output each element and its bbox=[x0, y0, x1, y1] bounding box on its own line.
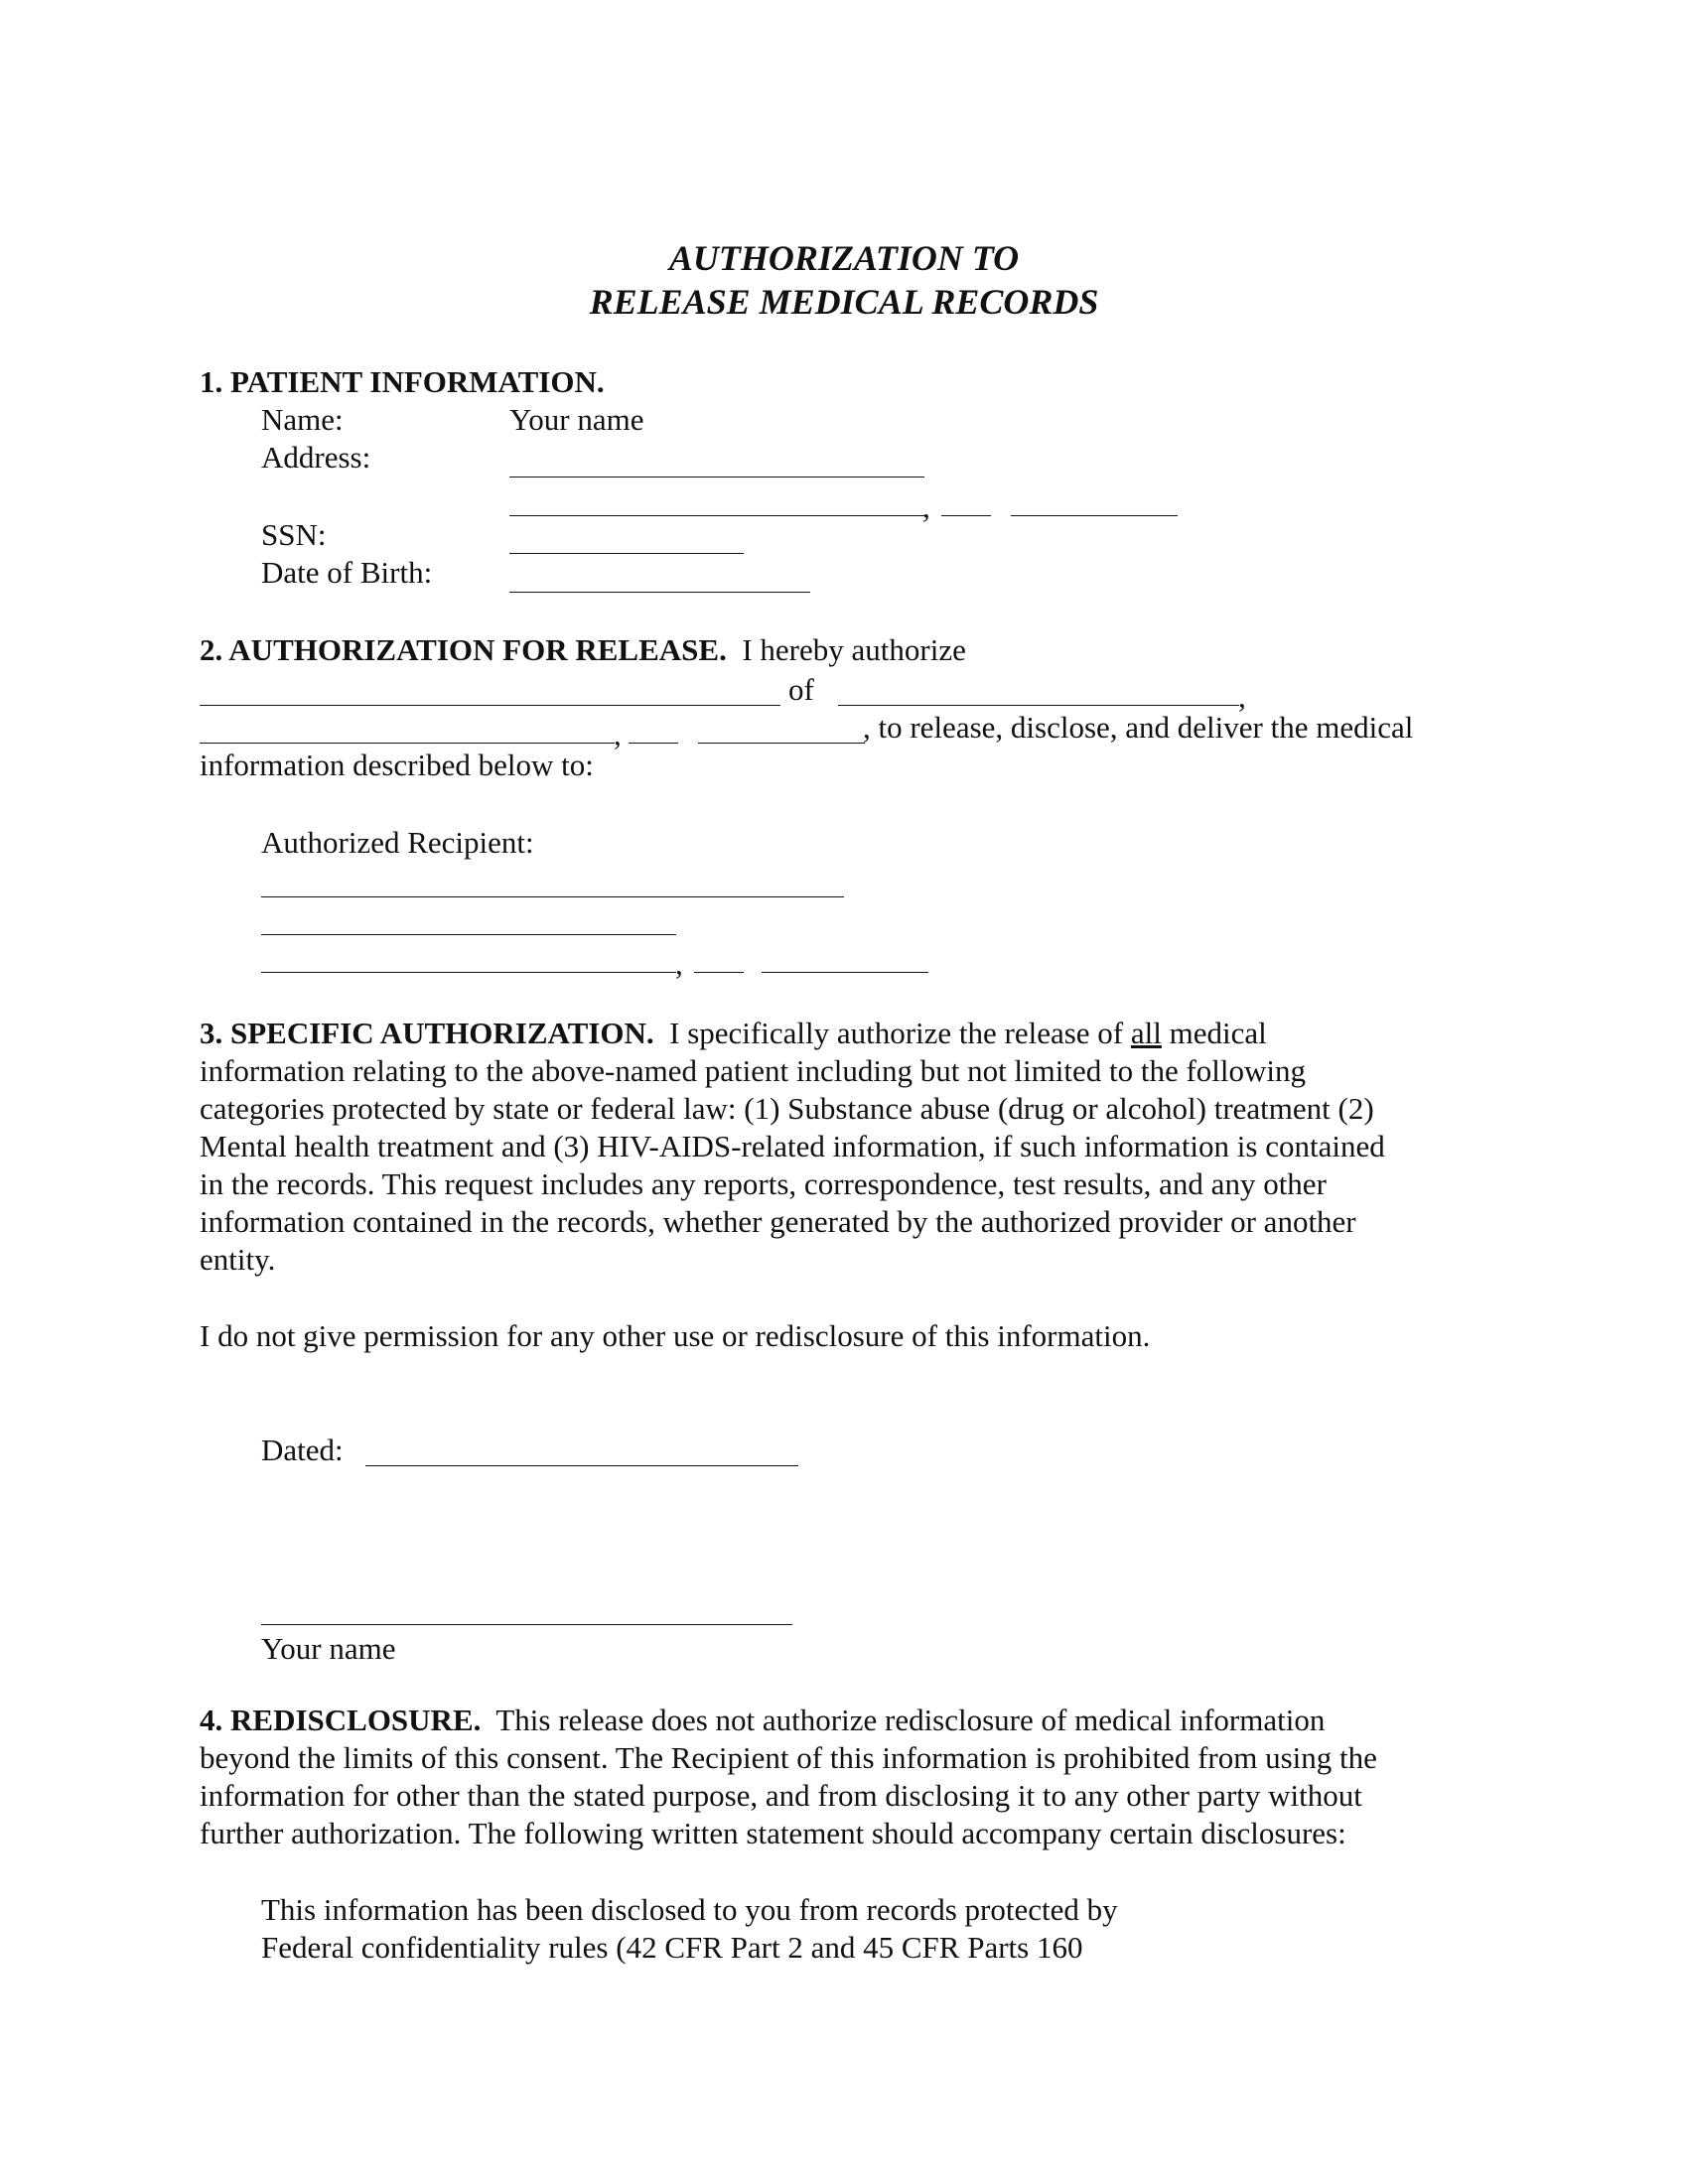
address-line1-blank[interactable] bbox=[509, 477, 924, 478]
information-described-text: information described below to: bbox=[200, 748, 594, 782]
quote-line: This information has been disclosed to you from records protected by bbox=[261, 1892, 1118, 1927]
address-state-blank[interactable] bbox=[941, 515, 991, 516]
quote-line: Federal confidentiality rules (42 CFR Part 2 and 45 CFR Parts 160 bbox=[261, 1930, 1083, 1965]
signature-line[interactable] bbox=[261, 1624, 792, 1625]
address-comma: , bbox=[922, 489, 930, 524]
section3-line: information relating to the above-named patient including but not limited to the following bbox=[200, 1053, 1307, 1088]
address-city-blank[interactable] bbox=[509, 515, 924, 516]
section2-heading-row bbox=[200, 631, 966, 669]
dob-blank[interactable] bbox=[509, 592, 810, 593]
address-zip-blank[interactable] bbox=[1011, 515, 1178, 516]
date-blank[interactable] bbox=[365, 1465, 798, 1466]
section4-line: further authorization. The following written statement should accompany certain disclosures: bbox=[200, 1816, 1346, 1850]
section3-line: Mental health treatment and (3) HIV-AIDS-related information, if such information is contained bbox=[200, 1129, 1385, 1163]
authorized-recipient-label: Authorized Recipient: bbox=[261, 825, 534, 860]
section3-line: information contained in the records, whether generated by the authorized provider or another bbox=[200, 1204, 1356, 1239]
section3-heading: 3. SPECIFIC AUTHORIZATION. bbox=[200, 1016, 654, 1050]
section3-text-before-all: I specifically authorize the release of bbox=[669, 1016, 1124, 1050]
name-value[interactable]: Your name bbox=[509, 402, 644, 437]
no-permission-text: I do not give permission for any other use or redisclosure of this information. bbox=[200, 1318, 1151, 1353]
dob-label: Date of Birth: bbox=[261, 555, 433, 590]
section3-first-line bbox=[200, 1015, 1267, 1052]
release-text: , to release, disclose, and deliver the medical bbox=[863, 710, 1414, 745]
provider-state-blank[interactable] bbox=[629, 743, 678, 744]
section3-line: categories protected by state or federal law: (1) Substance abuse (drug or alcohol) treatment (2) bbox=[200, 1091, 1374, 1126]
section1-heading: 1. PATIENT INFORMATION. bbox=[200, 364, 605, 399]
section4-first-line bbox=[200, 1702, 1325, 1739]
section4-first-line-text: This release does not authorize redisclosure of medical information bbox=[495, 1703, 1326, 1737]
name-label: Name: bbox=[261, 402, 344, 437]
document-title-line1: AUTHORIZATION TO bbox=[668, 238, 1020, 278]
recipient-name-blank[interactable] bbox=[261, 896, 844, 897]
recipient-comma: , bbox=[675, 946, 683, 981]
provider-zip-blank[interactable] bbox=[698, 743, 865, 744]
recipient-zip-blank[interactable] bbox=[762, 972, 928, 973]
section2-intro: I hereby authorize bbox=[742, 632, 966, 667]
ssn-blank[interactable] bbox=[509, 553, 744, 554]
address-label: Address: bbox=[261, 440, 371, 475]
recipient-city-blank[interactable] bbox=[261, 972, 676, 973]
provider-city-comma: , bbox=[614, 717, 622, 751]
section3-line: entity. bbox=[200, 1242, 276, 1277]
ssn-label: SSN: bbox=[261, 517, 327, 552]
of-word: of bbox=[788, 672, 814, 707]
provider-comma: , bbox=[1238, 679, 1246, 714]
authorized-provider-blank[interactable] bbox=[200, 705, 780, 706]
section3-line: in the records. This request includes any reports, correspondence, test results, and any other bbox=[200, 1166, 1327, 1201]
dated-label: Dated: bbox=[261, 1433, 344, 1467]
section2-heading: 2. AUTHORIZATION FOR RELEASE. bbox=[200, 632, 727, 667]
section3-line1-end: medical bbox=[1169, 1016, 1267, 1050]
document-title-line2: RELEASE MEDICAL RECORDS bbox=[589, 282, 1099, 322]
section4-line: information for other than the stated purpose, and from disclosing it to any other party without bbox=[200, 1778, 1362, 1813]
recipient-state-blank[interactable] bbox=[694, 972, 744, 973]
signer-name: Your name bbox=[261, 1631, 396, 1666]
section4-line: beyond the limits of this consent. The Recipient of this information is prohibited from using the bbox=[200, 1740, 1377, 1775]
all-underlined: all bbox=[1130, 1016, 1162, 1050]
section4-heading: 4. REDISCLOSURE. bbox=[200, 1703, 482, 1737]
provider-city-blank[interactable] bbox=[200, 743, 615, 744]
recipient-address-blank[interactable] bbox=[261, 934, 676, 935]
provider-address-blank[interactable] bbox=[838, 705, 1239, 706]
